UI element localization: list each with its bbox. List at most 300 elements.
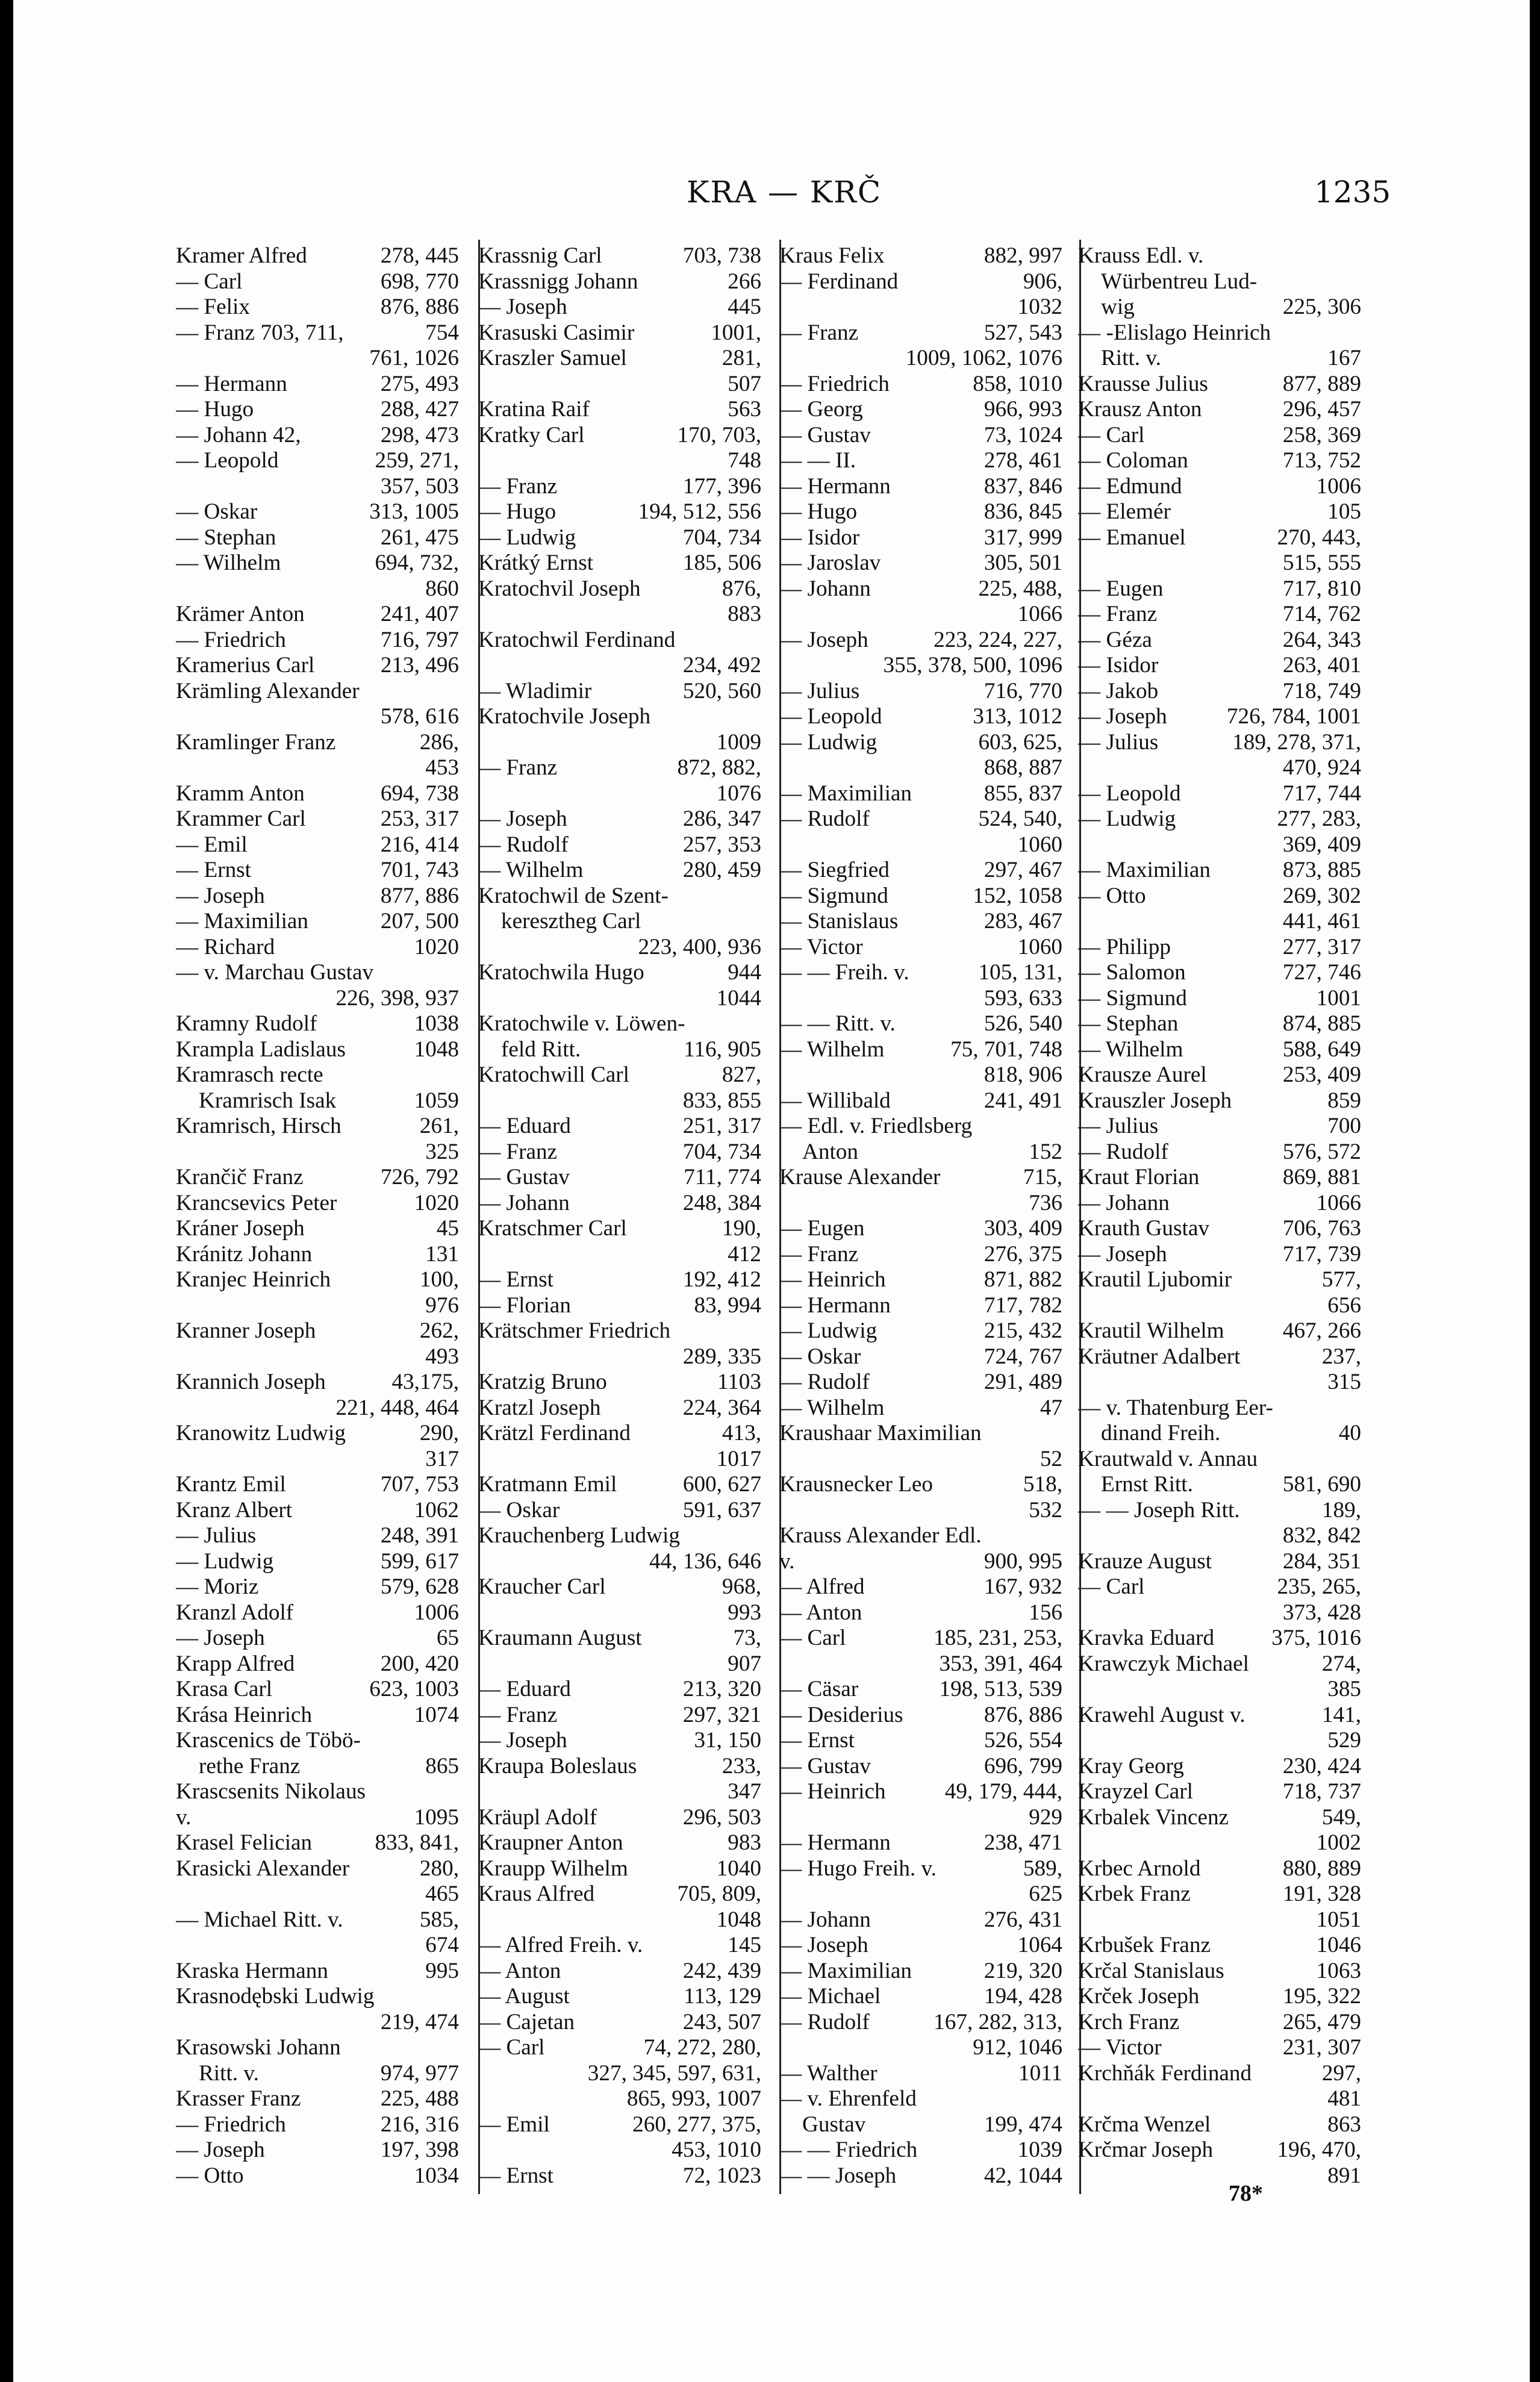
entry-pages: 347 (728, 1779, 761, 1804)
entry-pages: 233, (722, 1753, 761, 1779)
entry-name: Krauszler Joseph (1078, 1088, 1232, 1113)
entry-pages: 197, 398 (380, 2137, 459, 2162)
entry-pages (453, 960, 459, 986)
index-entry (1078, 1165, 1361, 1191)
entry-pages: 385 (1327, 1677, 1361, 1701)
entry-name: Krawczyk Michael (1078, 1651, 1249, 1676)
index-entry (779, 602, 1062, 628)
entry-pages: 357, 503 (380, 473, 459, 499)
entry-pages: 855, 837 (984, 781, 1062, 806)
index-entry (176, 679, 459, 705)
index-entry (779, 295, 1062, 320)
entry-pages: 269, 302 (1282, 883, 1361, 908)
entry-pages: 259, 271, (375, 448, 459, 473)
entry-pages: 234, 492 (682, 653, 761, 678)
entry-pages (755, 1523, 761, 1549)
entry-name: — Franz (478, 473, 558, 499)
index-entry (478, 679, 761, 705)
page-number: 1235 (1314, 175, 1391, 210)
index-entry (478, 397, 761, 423)
index-entry (1078, 550, 1361, 576)
entry-pages: 235, 265, (1277, 1574, 1361, 1599)
entry-pages: 275, 493 (380, 371, 459, 396)
entry-pages: 1001 (1316, 985, 1361, 1011)
entry-pages: 219, 474 (380, 2009, 459, 2034)
entry-name: — — Ritt. v. (779, 1011, 896, 1036)
entry-pages: 718, 737 (1282, 1779, 1361, 1804)
entry-pages: 289, 335 (682, 1344, 761, 1369)
entry-name: — Jaroslav (779, 550, 881, 575)
entry-pages: 836, 845 (984, 499, 1062, 524)
entry-pages: 65 (436, 1626, 459, 1650)
entry-pages: 257, 353 (682, 832, 761, 857)
index-entry (779, 372, 1062, 398)
entry-name: — Carl (779, 1626, 846, 1650)
index-entry (176, 1830, 459, 1856)
entry-pages: 674 (425, 1933, 459, 1957)
entry-name: — Joseph (176, 2137, 265, 2162)
entry-name: Kramm Anton (176, 781, 305, 806)
entry-pages: 297, 467 (984, 858, 1062, 882)
entry-pages (1056, 1114, 1062, 1140)
index-entry (779, 986, 1062, 1012)
entry-pages: 593, 633 (984, 985, 1062, 1011)
entry-pages: 441, 461 (1282, 909, 1361, 934)
index-entry (779, 1447, 1062, 1473)
entry-name: Kratzig Bruno (478, 1370, 607, 1394)
entry-pages: 195, 322 (1282, 1984, 1361, 2009)
entry-pages: 707, 753 (380, 1472, 459, 1497)
entry-name: Kräutner Adalbert (1078, 1344, 1241, 1369)
entry-pages: 313, 1005 (369, 499, 459, 524)
index-entry (478, 781, 761, 807)
index-entry (1078, 1344, 1361, 1370)
entry-name: — Joseph (478, 295, 567, 319)
entry-name: — Géza (1078, 627, 1152, 652)
index-entry (176, 781, 459, 807)
index-entry (779, 1318, 1062, 1344)
entry-name: Würbentreu Lud- (1101, 269, 1258, 294)
entry-pages: 993 (728, 1600, 761, 1625)
entry-name: — Carl (176, 269, 243, 294)
index-entry (478, 1037, 761, 1063)
entry-name: Krawehl August v. (1078, 1702, 1245, 1727)
entry-name: — Joseph (478, 806, 567, 831)
index-entry (478, 550, 761, 576)
entry-pages: 224, 364 (682, 1395, 761, 1420)
entry-pages: 603, 625, (978, 729, 1062, 755)
entry-pages: 241, 491 (984, 1088, 1062, 1113)
entry-name: Krauss Alexander Edl. (779, 1523, 982, 1548)
entry-pages: 1064 (1017, 1933, 1062, 1957)
entry-name: Kramlinger Franz (176, 729, 336, 755)
index-entry (1078, 1523, 1361, 1549)
index-entry (1078, 2086, 1361, 2112)
entry-name: — Carl (1078, 422, 1145, 447)
index-entry (478, 1830, 761, 1856)
entry-pages: 375, 1016 (1271, 1626, 1361, 1650)
entry-name: — Salomon (1078, 960, 1186, 985)
index-entry (176, 320, 459, 346)
entry-name: — Julius (1078, 729, 1159, 755)
entry-pages: 865, 993, 1007 (626, 2086, 761, 2111)
index-entry (779, 1651, 1062, 1677)
index-entry (176, 576, 459, 602)
index-column-1 (176, 243, 459, 2189)
entry-pages: 1001, (711, 320, 761, 345)
index-entry (176, 653, 459, 679)
entry-pages: 281, (722, 346, 761, 370)
index-entry (478, 1498, 761, 1524)
entry-pages: 906, (1023, 269, 1062, 294)
entry-name: — Joseph (1078, 704, 1167, 729)
index-entry (779, 1626, 1062, 1651)
entry-name: — Johann (779, 1907, 871, 1932)
entry-name: Kratzl Joseph (478, 1395, 601, 1420)
entry-pages: 515, 555 (1282, 550, 1361, 575)
entry-name: Ritt. v. (199, 2060, 259, 2086)
index-entry (478, 320, 761, 346)
index-entry (176, 1933, 459, 1959)
entry-pages: 1048 (716, 1907, 761, 1932)
entry-pages: 1074 (414, 1702, 459, 1727)
entry-pages: 694, 738 (380, 781, 459, 806)
entry-name: Krätschmer Friedrich (478, 1318, 671, 1343)
entry-pages: 563 (728, 397, 761, 422)
entry-pages: 748 (728, 448, 761, 473)
entry-pages: 276, 431 (984, 1907, 1062, 1932)
entry-name: Krayzel Carl (1078, 1779, 1194, 1804)
entry-pages: 880, 889 (1282, 1856, 1361, 1881)
entry-pages: 278, 461 (984, 448, 1062, 473)
entry-name: Krannich Joseph (176, 1370, 326, 1394)
entry-name: Kraut Florian (1078, 1165, 1200, 1189)
entry-pages: 258, 369 (1282, 422, 1361, 447)
index-entry (176, 295, 459, 320)
entry-pages: 105 (1327, 499, 1361, 524)
index-entry (779, 1370, 1062, 1395)
entry-pages: 465 (425, 1882, 459, 1906)
entry-pages: 74, 272, 280, (643, 2035, 761, 2060)
entry-name: — Desiderius (779, 1702, 903, 1727)
index-entry (176, 2137, 459, 2163)
entry-pages: 248, 384 (682, 1190, 761, 1215)
entry-pages: 223, 224, 227, (934, 627, 1062, 652)
index-entry (478, 1933, 761, 1959)
entry-name: — Gustav (779, 1753, 871, 1779)
index-entry (1078, 704, 1361, 730)
entry-name: — Gustav (478, 1165, 570, 1189)
index-entry (779, 806, 1062, 832)
entry-pages: 1040 (716, 1856, 761, 1881)
entry-name: Krantz Emil (176, 1472, 286, 1497)
entry-pages: 73, 1024 (984, 422, 1062, 447)
entry-name: — Otto (176, 2163, 244, 2188)
entry-pages: 859 (1327, 1088, 1361, 1113)
index-entry (1078, 1062, 1361, 1088)
entry-name: — Hugo (779, 499, 858, 524)
entry-pages: 1062 (414, 1497, 459, 1523)
entry-pages: 75, 701, 748 (950, 1037, 1062, 1062)
signature-mark: 78* (1229, 2181, 1263, 2206)
index-entry (176, 1626, 459, 1651)
index-entry (176, 1191, 459, 1217)
index-entry (779, 346, 1062, 372)
index-entry (176, 858, 459, 884)
index-entry (1078, 1318, 1361, 1344)
index-entry (176, 960, 459, 986)
index-entry (478, 858, 761, 884)
index-entry (779, 1523, 1062, 1549)
entry-name: Kratochwill Carl (478, 1062, 629, 1087)
entry-pages: 185, 506 (682, 550, 761, 575)
entry-pages: 832, 842 (1282, 1523, 1361, 1548)
index-entry (779, 550, 1062, 576)
entry-name: — Leopold (176, 448, 279, 473)
entry-name: — Stephan (1078, 1011, 1179, 1036)
index-entry (478, 628, 761, 653)
entry-pages: 983 (728, 1830, 761, 1855)
entry-pages: 185, 231, 253, (934, 1626, 1062, 1650)
index-entry (1078, 1395, 1361, 1421)
index-entry (478, 704, 761, 730)
entry-pages: 1051 (1316, 1907, 1361, 1932)
entry-name: — Eduard (478, 1114, 571, 1138)
entry-name: Kranzl Adolf (176, 1600, 294, 1625)
entry-pages: 105, 131, (978, 960, 1062, 985)
entry-pages: 717, 739 (1282, 1241, 1361, 1267)
entry-pages: 276, 375 (984, 1241, 1062, 1267)
entry-pages: 1060 (1017, 832, 1062, 857)
entry-pages: 1002 (1316, 1830, 1361, 1855)
index-entry (779, 1805, 1062, 1831)
entry-pages: 877, 886 (380, 883, 459, 908)
index-entry (1078, 1370, 1361, 1395)
entry-name: — Ernst (176, 858, 251, 882)
index-entry (478, 1140, 761, 1165)
index-entry (478, 1191, 761, 1217)
entry-name: Kräupl Adolf (478, 1804, 597, 1830)
entry-pages (755, 909, 761, 935)
entry-name: Krätzl Ferdinand (478, 1421, 631, 1445)
index-entry (1078, 806, 1361, 832)
entry-name: — Wilhelm (176, 550, 281, 575)
entry-name: — Victor (1078, 2035, 1162, 2060)
index-entry (478, 1523, 761, 1549)
index-entry (779, 1703, 1062, 1729)
entry-pages: 369, 409 (1282, 832, 1361, 857)
entry-pages: 226, 398, 937 (335, 985, 459, 1011)
index-entry (779, 1191, 1062, 1217)
entry-name: — Alfred (779, 1574, 865, 1599)
entry-pages (453, 1728, 459, 1754)
entry-pages: 286, 347 (682, 806, 761, 831)
index-entry (176, 474, 459, 500)
index-entry (779, 1242, 1062, 1268)
index-entry (779, 397, 1062, 423)
entry-name: wig (1101, 295, 1135, 319)
index-entry (779, 960, 1062, 986)
index-entry (478, 1062, 761, 1088)
entry-name: Krčmar Joseph (1078, 2137, 1214, 2162)
entry-name: — Eduard (478, 1677, 571, 1701)
index-entry (779, 1728, 1062, 1754)
index-entry (779, 2061, 1062, 2087)
entry-name: — Walther (779, 2060, 878, 2086)
entry-name: — Franz (779, 320, 859, 345)
entry-pages: 131 (425, 1241, 459, 1267)
entry-pages: 549, (1321, 1804, 1361, 1830)
entry-pages: 196, 470, (1277, 2137, 1361, 2162)
index-entry (1078, 499, 1361, 525)
entry-name: Kraus Alfred (478, 1882, 595, 1906)
index-entry (779, 1907, 1062, 1933)
entry-name: Krämling Alexander (176, 678, 360, 703)
index-entry (1078, 1088, 1361, 1114)
entry-pages: 912, 1046 (973, 2035, 1062, 2060)
entry-pages: 305, 501 (984, 550, 1062, 575)
entry-name: Kratky Carl (478, 422, 585, 447)
index-entry (1078, 1574, 1361, 1600)
entry-pages: 754 (425, 320, 459, 345)
index-entry (478, 806, 761, 832)
index-entry (779, 1830, 1062, 1856)
index-entry (478, 269, 761, 295)
index-entry (176, 550, 459, 576)
entry-name: — Friedrich (779, 371, 890, 396)
entry-name: Kratochvile Joseph (478, 704, 651, 729)
index-entry (478, 1574, 761, 1600)
entry-pages: 221, 448, 464 (335, 1395, 459, 1420)
entry-pages: 207, 500 (380, 909, 459, 934)
entry-pages: 225, 306 (1282, 295, 1361, 319)
index-entry (779, 628, 1062, 653)
entry-name: feld Ritt. (501, 1037, 581, 1062)
entry-pages: 872, 882, (677, 755, 761, 780)
entry-pages: 45 (436, 1216, 459, 1241)
entry-pages: 1044 (716, 985, 761, 1011)
index-entry (176, 1370, 459, 1395)
entry-pages: 313, 1012 (973, 704, 1062, 729)
index-entry (176, 1267, 459, 1293)
entry-name: Krchňák Ferdinand (1078, 2060, 1252, 2086)
entry-pages: 726, 792 (380, 1165, 459, 1189)
index-entry (1078, 1805, 1361, 1831)
index-entry (478, 986, 761, 1012)
entry-pages: 261, (419, 1114, 459, 1138)
index-entry (176, 884, 459, 909)
index-entry (478, 884, 761, 909)
index-entry (478, 474, 761, 500)
index-entry (779, 423, 1062, 449)
entry-pages: 288, 427 (380, 397, 459, 422)
entry-pages (755, 704, 761, 730)
index-entry (779, 704, 1062, 730)
index-entry (478, 499, 761, 525)
entry-pages: 260, 277, 375, (632, 2112, 761, 2137)
index-entry (478, 2163, 761, 2189)
index-entry (478, 1472, 761, 1498)
index-entry (779, 909, 1062, 935)
entry-pages: 177, 396 (682, 473, 761, 499)
index-entry (779, 474, 1062, 500)
index-entry (779, 1677, 1062, 1703)
index-entry (176, 602, 459, 628)
index-entry (779, 1933, 1062, 1959)
index-entry (176, 1498, 459, 1524)
index-entry (779, 832, 1062, 858)
index-entry (176, 1344, 459, 1370)
entry-name: Kravka Eduard (1078, 1626, 1215, 1650)
index-entry (176, 1754, 459, 1780)
index-entry (176, 1984, 459, 2010)
index-entry (478, 1907, 761, 1933)
entry-name: Kratina Raif (478, 397, 590, 422)
entry-pages: 190, (722, 1216, 761, 1241)
entry-name: Krása Heinrich (176, 1702, 313, 1727)
entry-name: — Edmund (1078, 473, 1182, 499)
index-entry (1078, 1959, 1361, 1984)
index-entry (478, 1959, 761, 1984)
entry-name: — Willibald (779, 1088, 891, 1113)
index-entry (1078, 1933, 1361, 1959)
entry-pages: 1076 (716, 781, 761, 806)
index-entry (176, 1037, 459, 1063)
entry-name: — Hugo (478, 499, 556, 524)
entry-pages: 696, 799 (984, 1753, 1062, 1779)
index-entry (1078, 1421, 1361, 1447)
index-entry (1078, 628, 1361, 653)
entry-pages: 717, 810 (1282, 576, 1361, 601)
entry-pages: 818, 906 (984, 1062, 1062, 1087)
index-entry (1078, 525, 1361, 551)
entry-name: Kratochwil de Szent- (478, 883, 669, 908)
entry-pages: 353, 391, 464 (939, 1651, 1062, 1676)
index-entry (779, 935, 1062, 961)
entry-pages: 532 (1029, 1497, 1062, 1523)
index-entry (779, 2035, 1062, 2061)
entry-pages: 625 (1029, 1882, 1062, 1906)
entry-name: — v. Marchau Gustav (176, 960, 374, 985)
index-entry (478, 1114, 761, 1140)
entry-name: Kramer Alfred (176, 243, 307, 268)
index-entry (779, 1011, 1062, 1037)
entry-pages: 1038 (414, 1011, 459, 1036)
index-entry (176, 1805, 459, 1831)
entry-pages: 1009, 1062, 1076 (905, 346, 1062, 370)
entry-name: — Wladimir (478, 678, 592, 703)
index-entry (176, 346, 459, 372)
entry-pages: 1060 (1017, 934, 1062, 959)
entry-name: — Gustav (779, 422, 871, 447)
entry-pages: 170, 703, (677, 422, 761, 447)
entry-pages: 716, 797 (380, 627, 459, 652)
entry-pages: 869, 881 (1282, 1165, 1361, 1189)
entry-name: — Emil (176, 832, 248, 857)
entry-pages: 579, 628 (380, 1574, 459, 1599)
index-entry (779, 243, 1062, 269)
index-entry (779, 2086, 1062, 2112)
index-entry (478, 960, 761, 986)
index-entry (478, 1626, 761, 1651)
index-entry (1078, 2035, 1361, 2061)
index-entry (478, 909, 761, 935)
index-entry (176, 1447, 459, 1473)
index-entry (176, 1523, 459, 1549)
entry-pages: 714, 762 (1282, 602, 1361, 626)
entry-name: Krbalek Vincenz (1078, 1804, 1229, 1830)
entry-name: — — Friedrich (779, 2137, 918, 2162)
